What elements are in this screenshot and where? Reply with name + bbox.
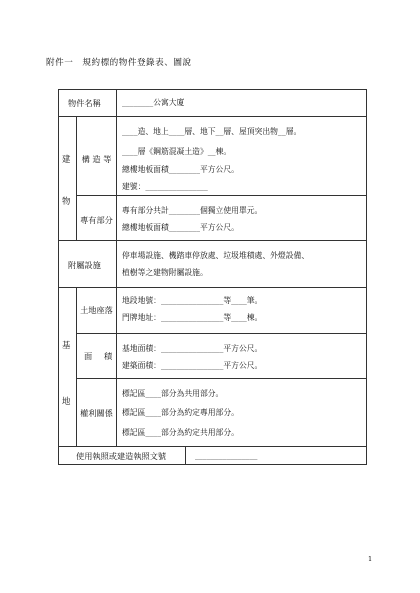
row-divider	[76, 333, 367, 334]
land-location-line-2: 門牌地址：________________等____棟。	[122, 313, 263, 322]
structure-line-4: 建號：________________	[122, 182, 208, 191]
structure-line-3: 總樓地板面積________平方公尺。	[122, 165, 239, 174]
land-location-label: 土地座落	[80, 305, 113, 315]
area-line-2: 建築面積：________________平方公尺。	[122, 361, 263, 370]
column-divider	[185, 446, 186, 465]
facilities-label: 附屬設施	[68, 260, 101, 270]
row-divider	[58, 240, 367, 241]
structure-line-1: ____造、地上____層、地下__層、屋頂突出物__層。	[122, 127, 302, 136]
facilities-line-1: 停車場設施、機踏車停放處、垃圾堆積處、外燈設備、	[122, 251, 310, 260]
land-location-line-1: 地段地號：________________等____筆。	[122, 296, 263, 305]
object-name-label: 物件名稱	[68, 98, 101, 108]
exclusive-label: 專有部分	[80, 215, 113, 225]
row-divider	[58, 287, 367, 288]
row-divider	[76, 378, 367, 379]
object-name-value: ________公寓大廈	[122, 98, 185, 107]
land-group-label-bottom: 地	[62, 396, 71, 406]
land-group-label-top: 基	[62, 340, 71, 350]
exclusive-line-2: 總樓地板面積________平方公尺。	[122, 223, 239, 232]
area-label-left: 面	[84, 351, 93, 361]
facilities-line-2: 植樹等之建物附屬設施。	[122, 268, 208, 277]
area-line-1: 基地面積：________________平方公尺。	[122, 344, 263, 353]
license-value: ________________	[195, 451, 258, 460]
rights-line-1: 標記區____部分為共用部分。	[122, 389, 224, 398]
page-title: 附件一 規約標的物件登錄表、圖說	[46, 58, 192, 68]
area-label-right: 積	[104, 351, 113, 361]
column-divider	[116, 89, 117, 446]
structure-label: 構 造 等	[81, 154, 112, 164]
rights-label: 權利關係	[80, 408, 113, 418]
rights-line-3: 標記區____部分為約定共用部分。	[122, 428, 239, 437]
row-divider	[58, 446, 367, 447]
exclusive-line-1: 專有部分共計________個獨立使用單元。	[122, 206, 263, 215]
row-divider	[58, 116, 367, 117]
building-group-label-top: 建	[62, 154, 71, 164]
building-group-label-bottom: 物	[62, 196, 71, 206]
structure-line-2: ____層《鋼筋混凝土造》__棟。	[122, 147, 232, 156]
rights-line-2: 標記區____部分為約定專用部分。	[122, 408, 239, 417]
license-label: 使用執照或建造執照文號	[76, 451, 167, 461]
page-number: 1	[368, 555, 373, 563]
row-divider	[76, 195, 367, 196]
